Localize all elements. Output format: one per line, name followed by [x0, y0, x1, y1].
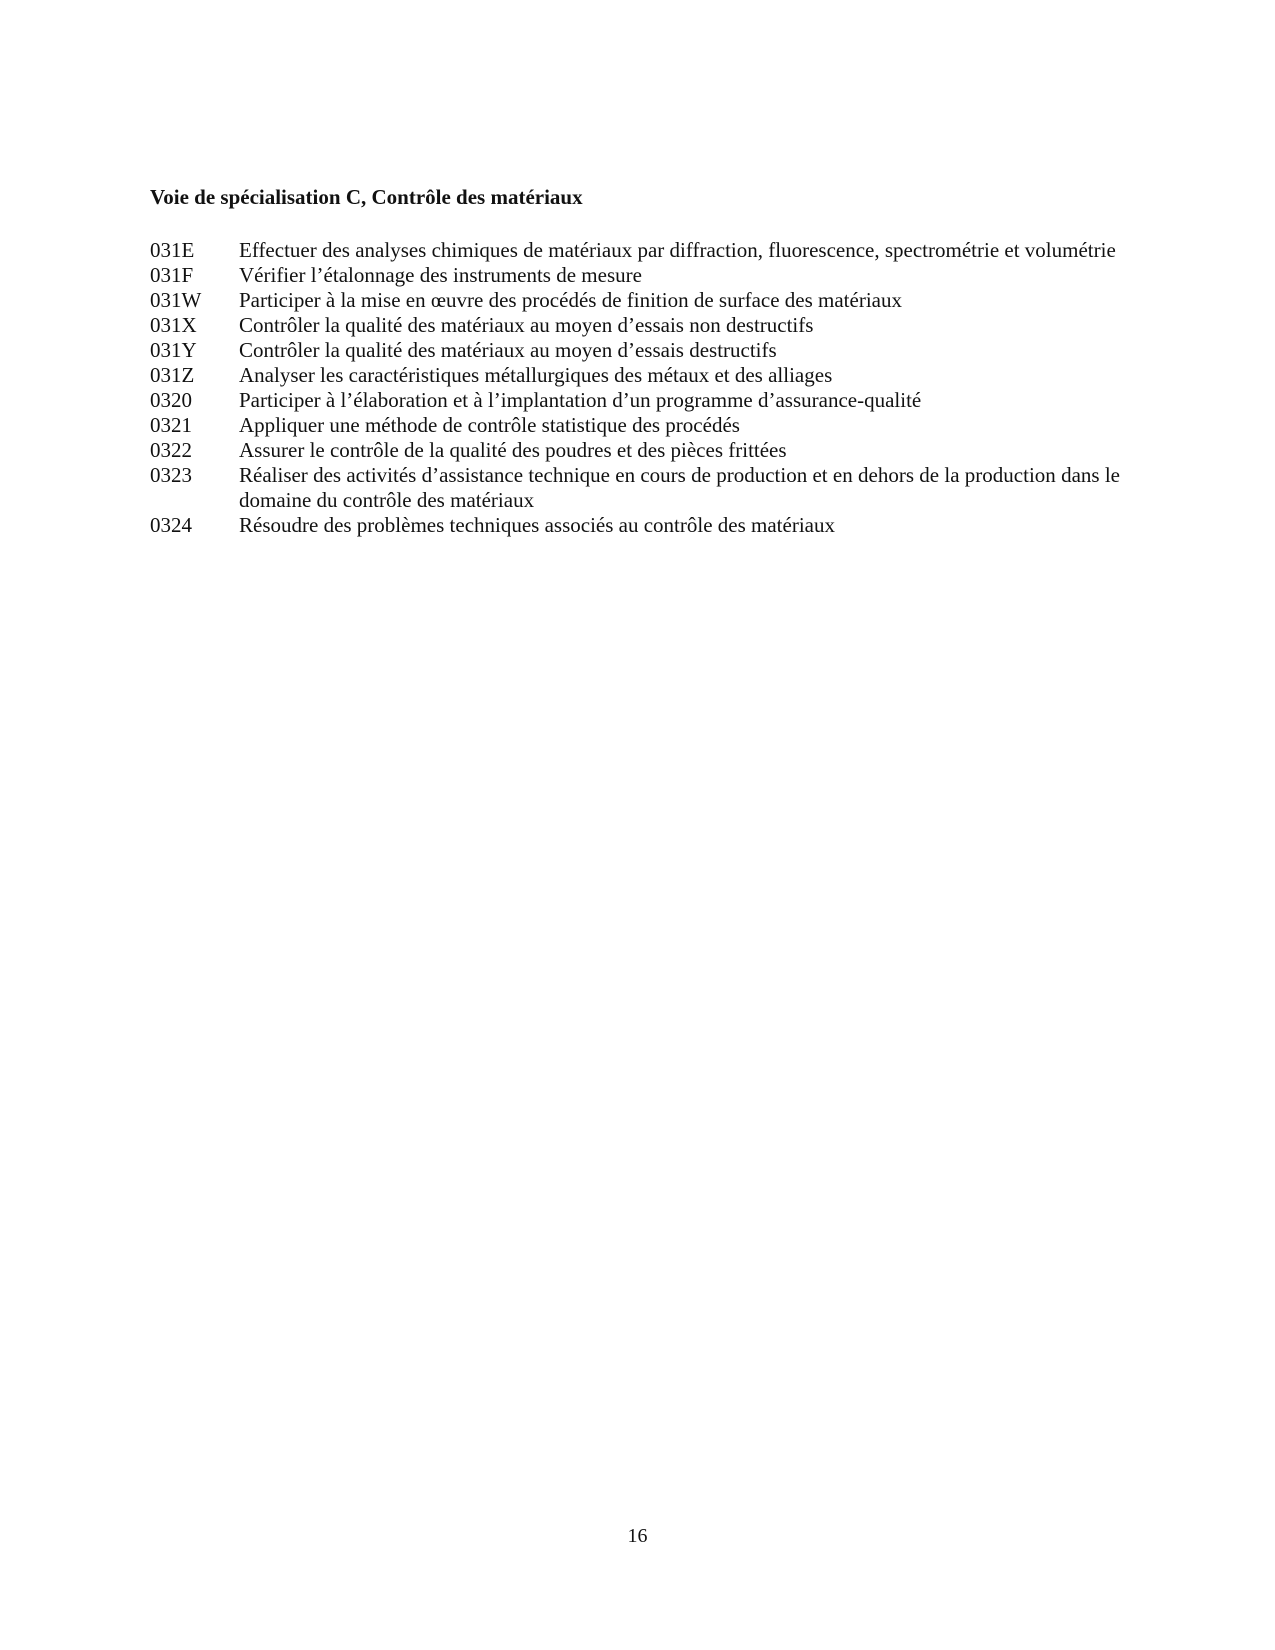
competency-code: 0321 [150, 413, 192, 437]
competency-row [150, 463, 1120, 513]
competency-description: Assurer le contrôle de la qualité des poudres et des pièces frittées [239, 438, 787, 462]
competency-code: 031W [150, 288, 202, 312]
competency-row [150, 288, 1120, 313]
competency-code: 0324 [150, 513, 192, 537]
competency-row [150, 513, 1120, 538]
competency-row [150, 263, 1120, 288]
competency-description: Participer à la mise en œuvre des procédés de finition de surface des matériaux [239, 288, 902, 312]
competency-description: Participer à l’élaboration et à l’implantation d’un programme d’assurance-qualité [239, 388, 922, 412]
competency-description: Contrôler la qualité des matériaux au moyen d’essais destructifs [239, 338, 777, 362]
competency-description: Analyser les caractéristiques métallurgiques des métaux et des alliages [239, 363, 833, 387]
competency-description: Réaliser des activités d’assistance technique en cours de production et en dehors de la production dans le domaine du contrôle des matériaux [239, 463, 1120, 512]
page-number: 16 [627, 1525, 648, 1547]
competency-row [150, 363, 1120, 388]
competency-row [150, 438, 1120, 463]
competency-code: 0322 [150, 438, 192, 462]
competency-code: 031Z [150, 363, 195, 387]
competency-row [150, 313, 1120, 338]
competency-code: 031E [150, 238, 195, 262]
competency-description: Appliquer une méthode de contrôle statistique des procédés [239, 413, 740, 437]
competency-description: Contrôler la qualité des matériaux au moyen d’essais non destructifs [239, 313, 814, 337]
competency-description: Vérifier l’étalonnage des instruments de mesure [239, 263, 642, 287]
competency-description: Résoudre des problèmes techniques associés au contrôle des matériaux [239, 513, 835, 537]
competency-row [150, 238, 1120, 263]
competency-list [150, 238, 1120, 538]
competency-code: 0323 [150, 463, 192, 487]
section-title: Voie de spécialisation C, Contrôle des matériaux [150, 185, 583, 209]
competency-code: 031X [150, 313, 197, 337]
competency-row [150, 338, 1120, 363]
competency-row [150, 413, 1120, 438]
competency-code: 0320 [150, 388, 192, 412]
competency-code: 031Y [150, 338, 197, 362]
competency-row [150, 388, 1120, 413]
competency-description: Effectuer des analyses chimiques de matériaux par diffraction, fluorescence, spectrométrie et volumétrie [239, 238, 1116, 262]
competency-code: 031F [150, 263, 194, 287]
